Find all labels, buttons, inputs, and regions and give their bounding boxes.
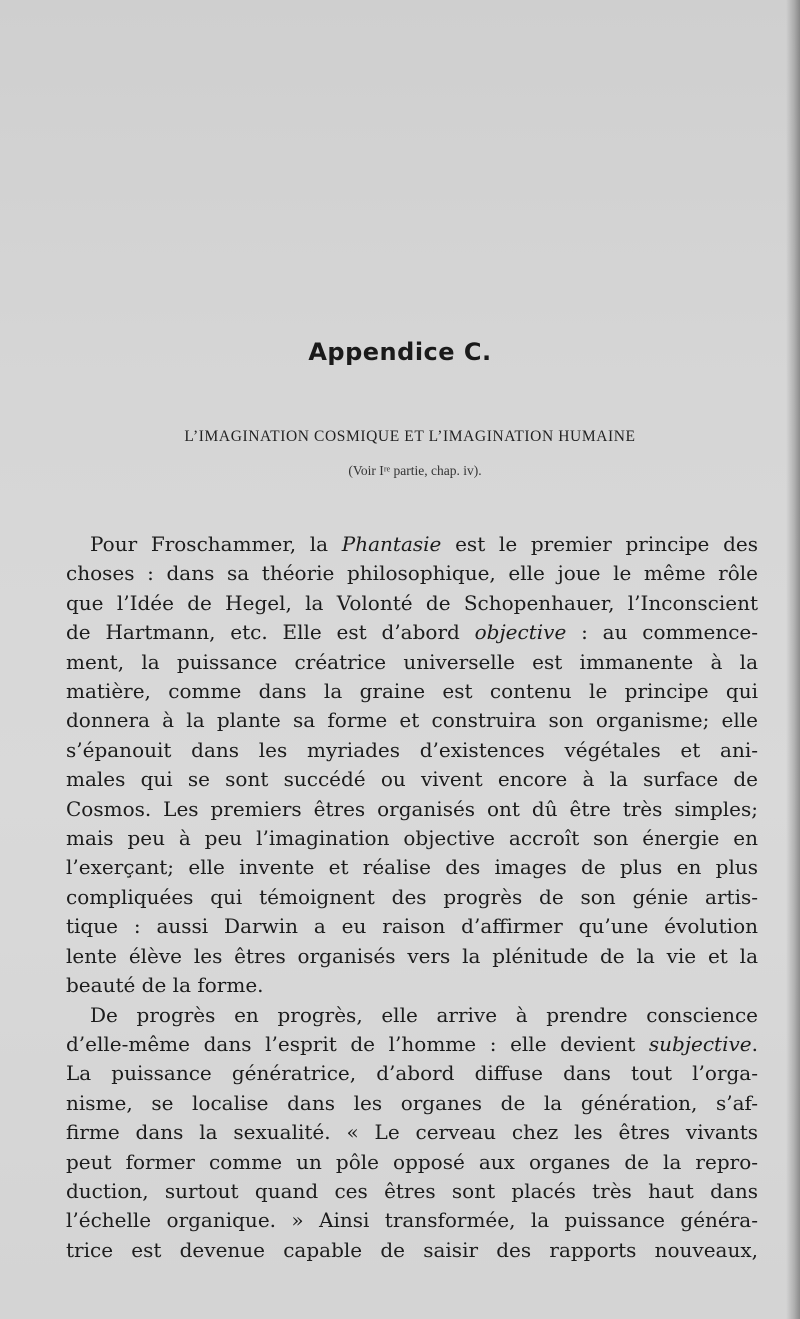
text-line: ment, la puissance créatrice universelle est immanente à la	[66, 649, 758, 674]
page-edge-shadow	[786, 0, 800, 1319]
italic-term: objective	[474, 620, 567, 645]
text-line: peut former comme un pôle opposé aux organes de la repro-	[66, 1149, 758, 1174]
text-line: compliquées qui témoignent des progrès de son génie artis-	[66, 884, 758, 909]
italic-term: Phantasie	[341, 532, 442, 556]
text-line: donnera à la plante sa forme et construira son organisme; elle	[66, 708, 758, 733]
text-line: que l’Idée de Hegel, la Volonté de Schopenhauer, l’Inconscient	[66, 590, 758, 615]
text-line: lente élève les êtres organisés vers la plénitude de la vie et la	[66, 943, 758, 968]
text-line: matière, comme dans la graine est contenu le principe qui	[66, 679, 758, 704]
text-line: d’elle-même dans l’esprit de l’homme : elle devient subjective.	[66, 1031, 758, 1056]
text-line: choses : dans sa théorie philosophique, elle joue le même rôle	[66, 561, 758, 586]
italic-term: subjective	[648, 1031, 752, 1056]
text-line: nisme, se localise dans les organes de la génération, s’af-	[66, 1090, 758, 1115]
section-title: L’IMAGINATION COSMIQUE ET L’IMAGINATION HUMAINE	[184, 428, 636, 445]
text-line: Cosmos. Les premiers êtres organisés ont dû être très simples;	[66, 796, 758, 821]
text-line: males qui se sont succédé ou vivent encore à la surface de	[66, 767, 758, 792]
text-line: tique : aussi Darwin a eu raison d’affirmer qu’une évolution	[66, 914, 758, 939]
text-line: duction, surtout quand ces êtres sont placés très haut dans	[66, 1178, 758, 1203]
body-text	[66, 530, 758, 1265]
text-line: s’épanouit dans les myriades d’existences végétales et ani-	[66, 737, 758, 762]
text-line: trice est devenue capable de saisir des rapports nouveaux,	[66, 1237, 758, 1262]
text-line: beauté de la forme.	[66, 973, 264, 998]
text-line: De progrès en progrès, elle arrive à prendre conscience	[90, 1002, 758, 1027]
text-line: Pour Froschammer, la Phantasie est le premier principe des	[90, 532, 758, 556]
text-line: l’exerçant; elle invente et réalise des images de plus en plus	[66, 855, 758, 880]
text-line: La puissance génératrice, d’abord diffuse dans tout l’orga-	[66, 1061, 758, 1086]
text-line: firme dans la sexualité. « Le cerveau chez les êtres vivants	[66, 1120, 758, 1145]
text-line: l’échelle organique. » Ainsi transformée, la puissance généra-	[66, 1208, 758, 1233]
text-line: mais peu à peu l’imagination objective accroît son énergie en	[66, 826, 758, 851]
section-reference: (Voir Iʳᵉ partie, chap. iv).	[348, 463, 482, 478]
text-line: de Hartmann, etc. Elle est d’abord objective : au commence-	[66, 620, 758, 645]
chapter-title: Appendice C.	[308, 338, 492, 366]
